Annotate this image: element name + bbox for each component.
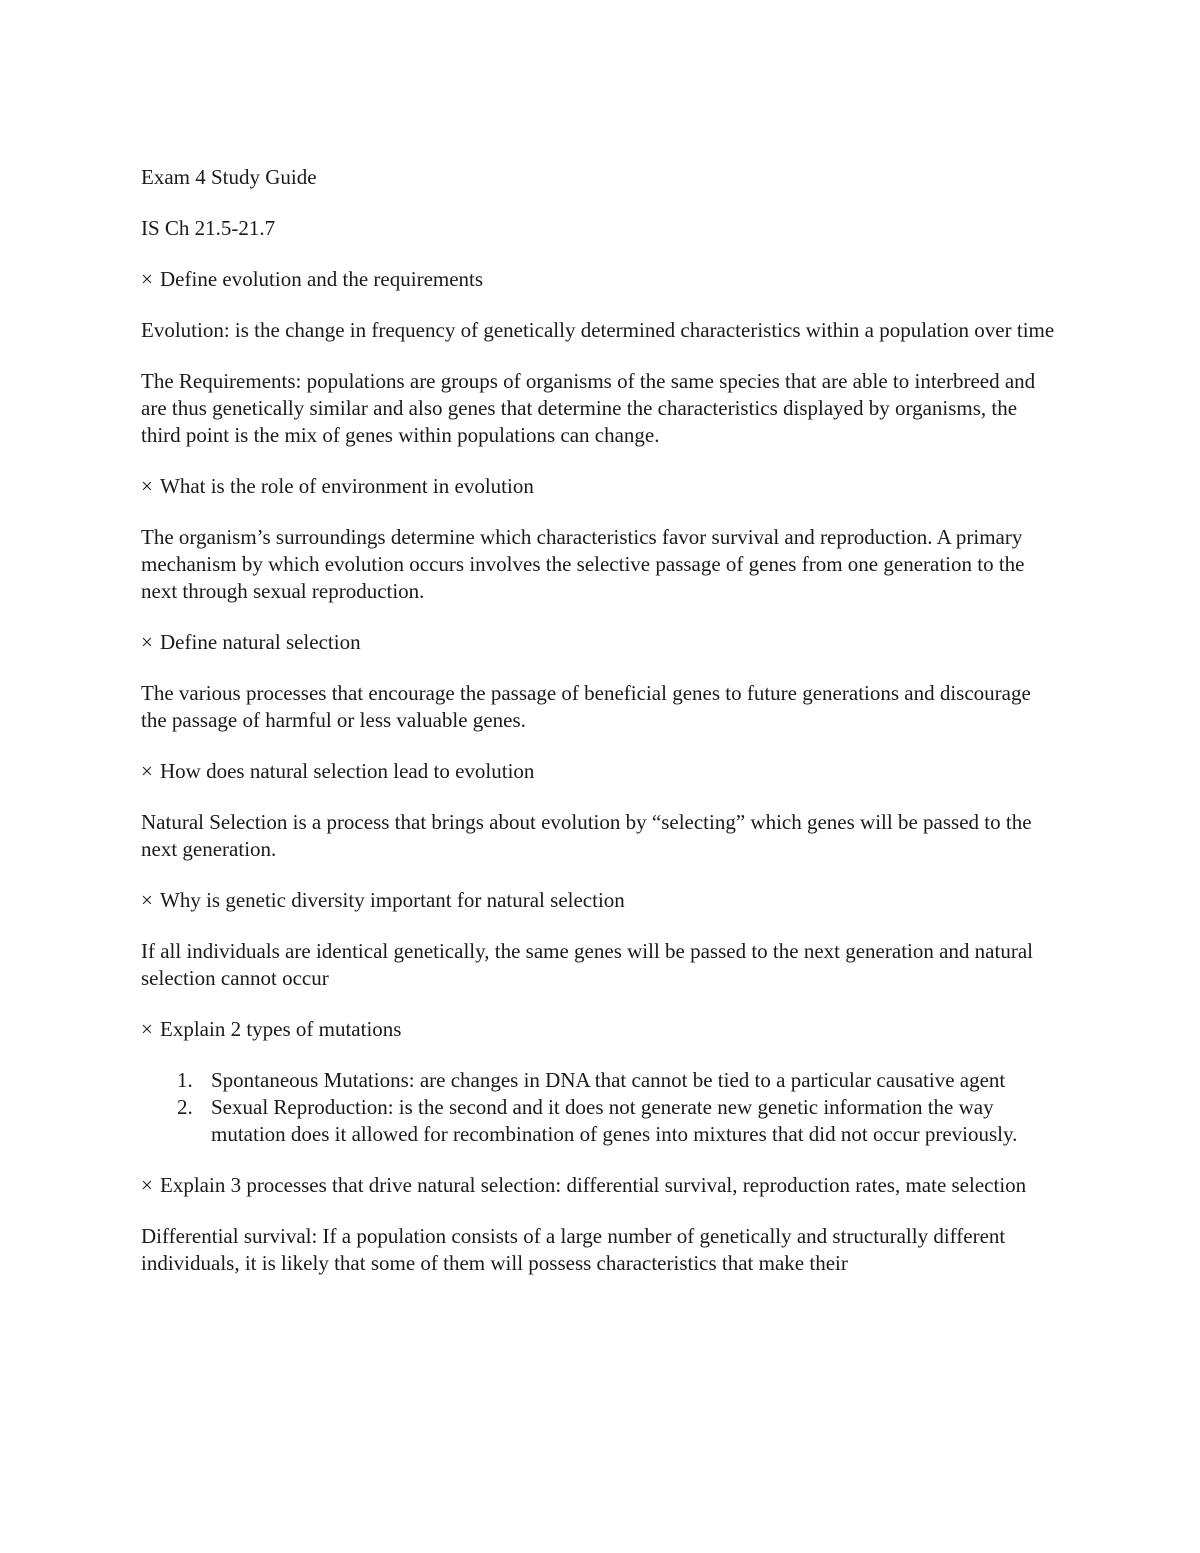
answer-evolution: Evolution: is the change in frequency of genetically determined characteristics within a population over time	[141, 318, 1055, 342]
bullet-mark: ×	[141, 474, 153, 498]
list-item-text: Sexual Reproduction: is the second and it does not generate new genetic information the way mutation does it allowed for recombination of genes into mixtures that did not occur previously.	[211, 1095, 1018, 1146]
bullet-mark: ×	[141, 888, 153, 912]
document-title: Exam 4 Study Guide	[141, 165, 317, 189]
mutation-list	[141, 1067, 1061, 1148]
list-item	[141, 1067, 1061, 1094]
answer-2: The organism’s surroundings determine which characteristics favor survival and reproduction. A primary mechanism by which evolution occurs involves the selective passage of genes from one generation to the next through sexual reproduction.	[141, 525, 1025, 603]
bullet-mark: ×	[141, 1173, 153, 1197]
bullet-mark: ×	[141, 1017, 153, 1041]
question-text: Explain 3 processes that drive natural selection: differential survival, reproduction rates, mate selection	[160, 1173, 1027, 1197]
question-text: Explain 2 types of mutations	[160, 1017, 402, 1041]
question-1	[141, 266, 1061, 293]
question-2	[141, 473, 1061, 500]
list-number: 2.	[177, 1095, 193, 1119]
list-number: 1.	[177, 1068, 193, 1092]
question-3	[141, 629, 1061, 656]
answer-requirements: The Requirements: populations are groups of organisms of the same species that are able to interbreed and are thus genetically similar and also genes that determine the characteristics displayed by organisms, the third point is the mix of genes within populations can change.	[141, 369, 1036, 447]
question-7	[141, 1172, 1061, 1199]
list-item-text: Spontaneous Mutations: are changes in DNA that cannot be tied to a particular causative agent	[211, 1068, 1006, 1092]
answer-4: Natural Selection is a process that brings about evolution by “selecting” which genes will be passed to the next generation.	[141, 810, 1032, 861]
answer-3: The various processes that encourage the passage of beneficial genes to future generations and discourage the passage of harmful or less valuable genes.	[141, 681, 1031, 732]
question-text: Define natural selection	[160, 630, 361, 654]
answer-5: If all individuals are identical genetically, the same genes will be passed to the next generation and natural selection cannot occur	[141, 939, 1033, 990]
document-subtitle: IS Ch 21.5-21.7	[141, 216, 276, 240]
question-4	[141, 758, 1061, 785]
bullet-mark: ×	[141, 759, 153, 783]
question-6	[141, 1016, 1061, 1043]
document-page	[141, 164, 1061, 1301]
question-text: What is the role of environment in evolution	[160, 474, 534, 498]
question-text: Define evolution and the requirements	[160, 267, 484, 291]
bullet-mark: ×	[141, 630, 153, 654]
question-text: Why is genetic diversity important for natural selection	[160, 888, 625, 912]
question-5	[141, 887, 1061, 914]
list-item	[141, 1094, 1061, 1148]
bullet-mark: ×	[141, 267, 153, 291]
answer-7: Differential survival: If a population consists of a large number of genetically and structurally different individuals, it is likely that some of them will possess characteristics that make their	[141, 1224, 1006, 1275]
question-text: How does natural selection lead to evolution	[160, 759, 535, 783]
